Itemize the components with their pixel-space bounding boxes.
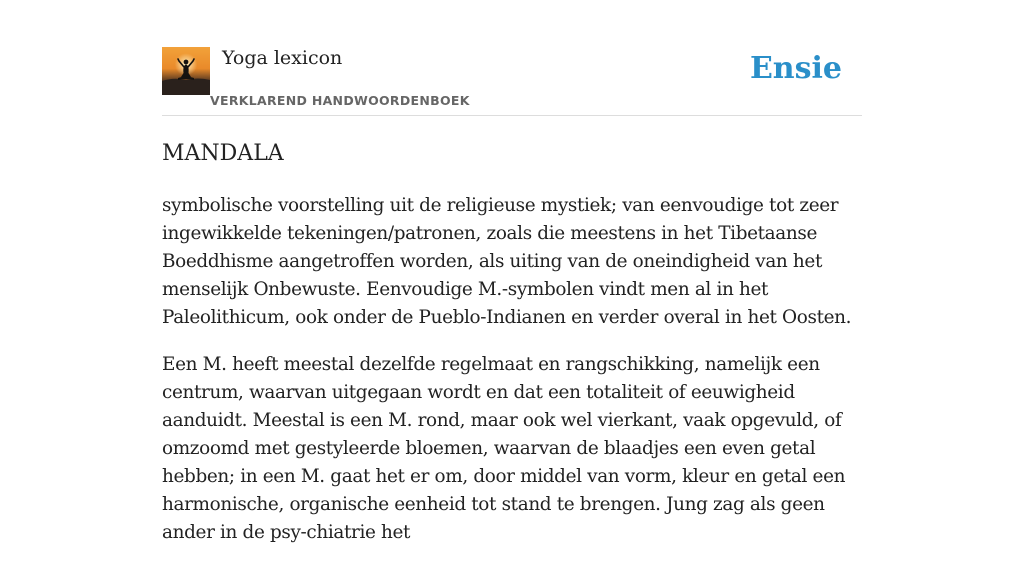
site-header <box>162 0 862 116</box>
site-subtitle: VERKLAREND HANDWOORDENBOEK <box>210 93 470 108</box>
definition-paragraph: symbolische voorstelling uit de religieuse mystiek; van eenvoudige tot zeer ingewikkelde tekeningen/patronen, zoals die meestens in het Tibetaanse Boeddhisme aangetroffen worden, als uiting van de oneindigheid van het menselijk Onbewuste. Eenvoudige M.-symbolen vindt men al in het Paleolithicum, ook onder de Pueblo-Indianen en verder overal in het Oosten. <box>162 195 852 328</box>
definition-paragraph: Een M. heeft meestal dezelfde regelmaat en rangschikking, namelijk een centrum, waarvan uitgegaan wordt en dat een totaliteit of eeuwigheid aanduidt. Meestal is een M. rond, maar ook wel vierkant, vaak opgevuld, of omzoomd met gestyleerde bloemen, waarvan de blaadjes een even getal hebben; in een M. gaat het er om, door middel van vorm, kleur en getal een harmonische, organische eenheid tot stand te brengen. Jung zag als geen ander in de psy-chiatrie het <box>162 354 846 543</box>
entry-term: MANDALA <box>162 141 284 166</box>
page <box>162 0 862 543</box>
brand-logo[interactable]: Ensie <box>749 51 842 86</box>
site-title[interactable]: Yoga lexicon <box>222 47 343 69</box>
meditation-silhouette-icon[interactable] <box>162 47 210 95</box>
entry-definition <box>162 192 862 566</box>
